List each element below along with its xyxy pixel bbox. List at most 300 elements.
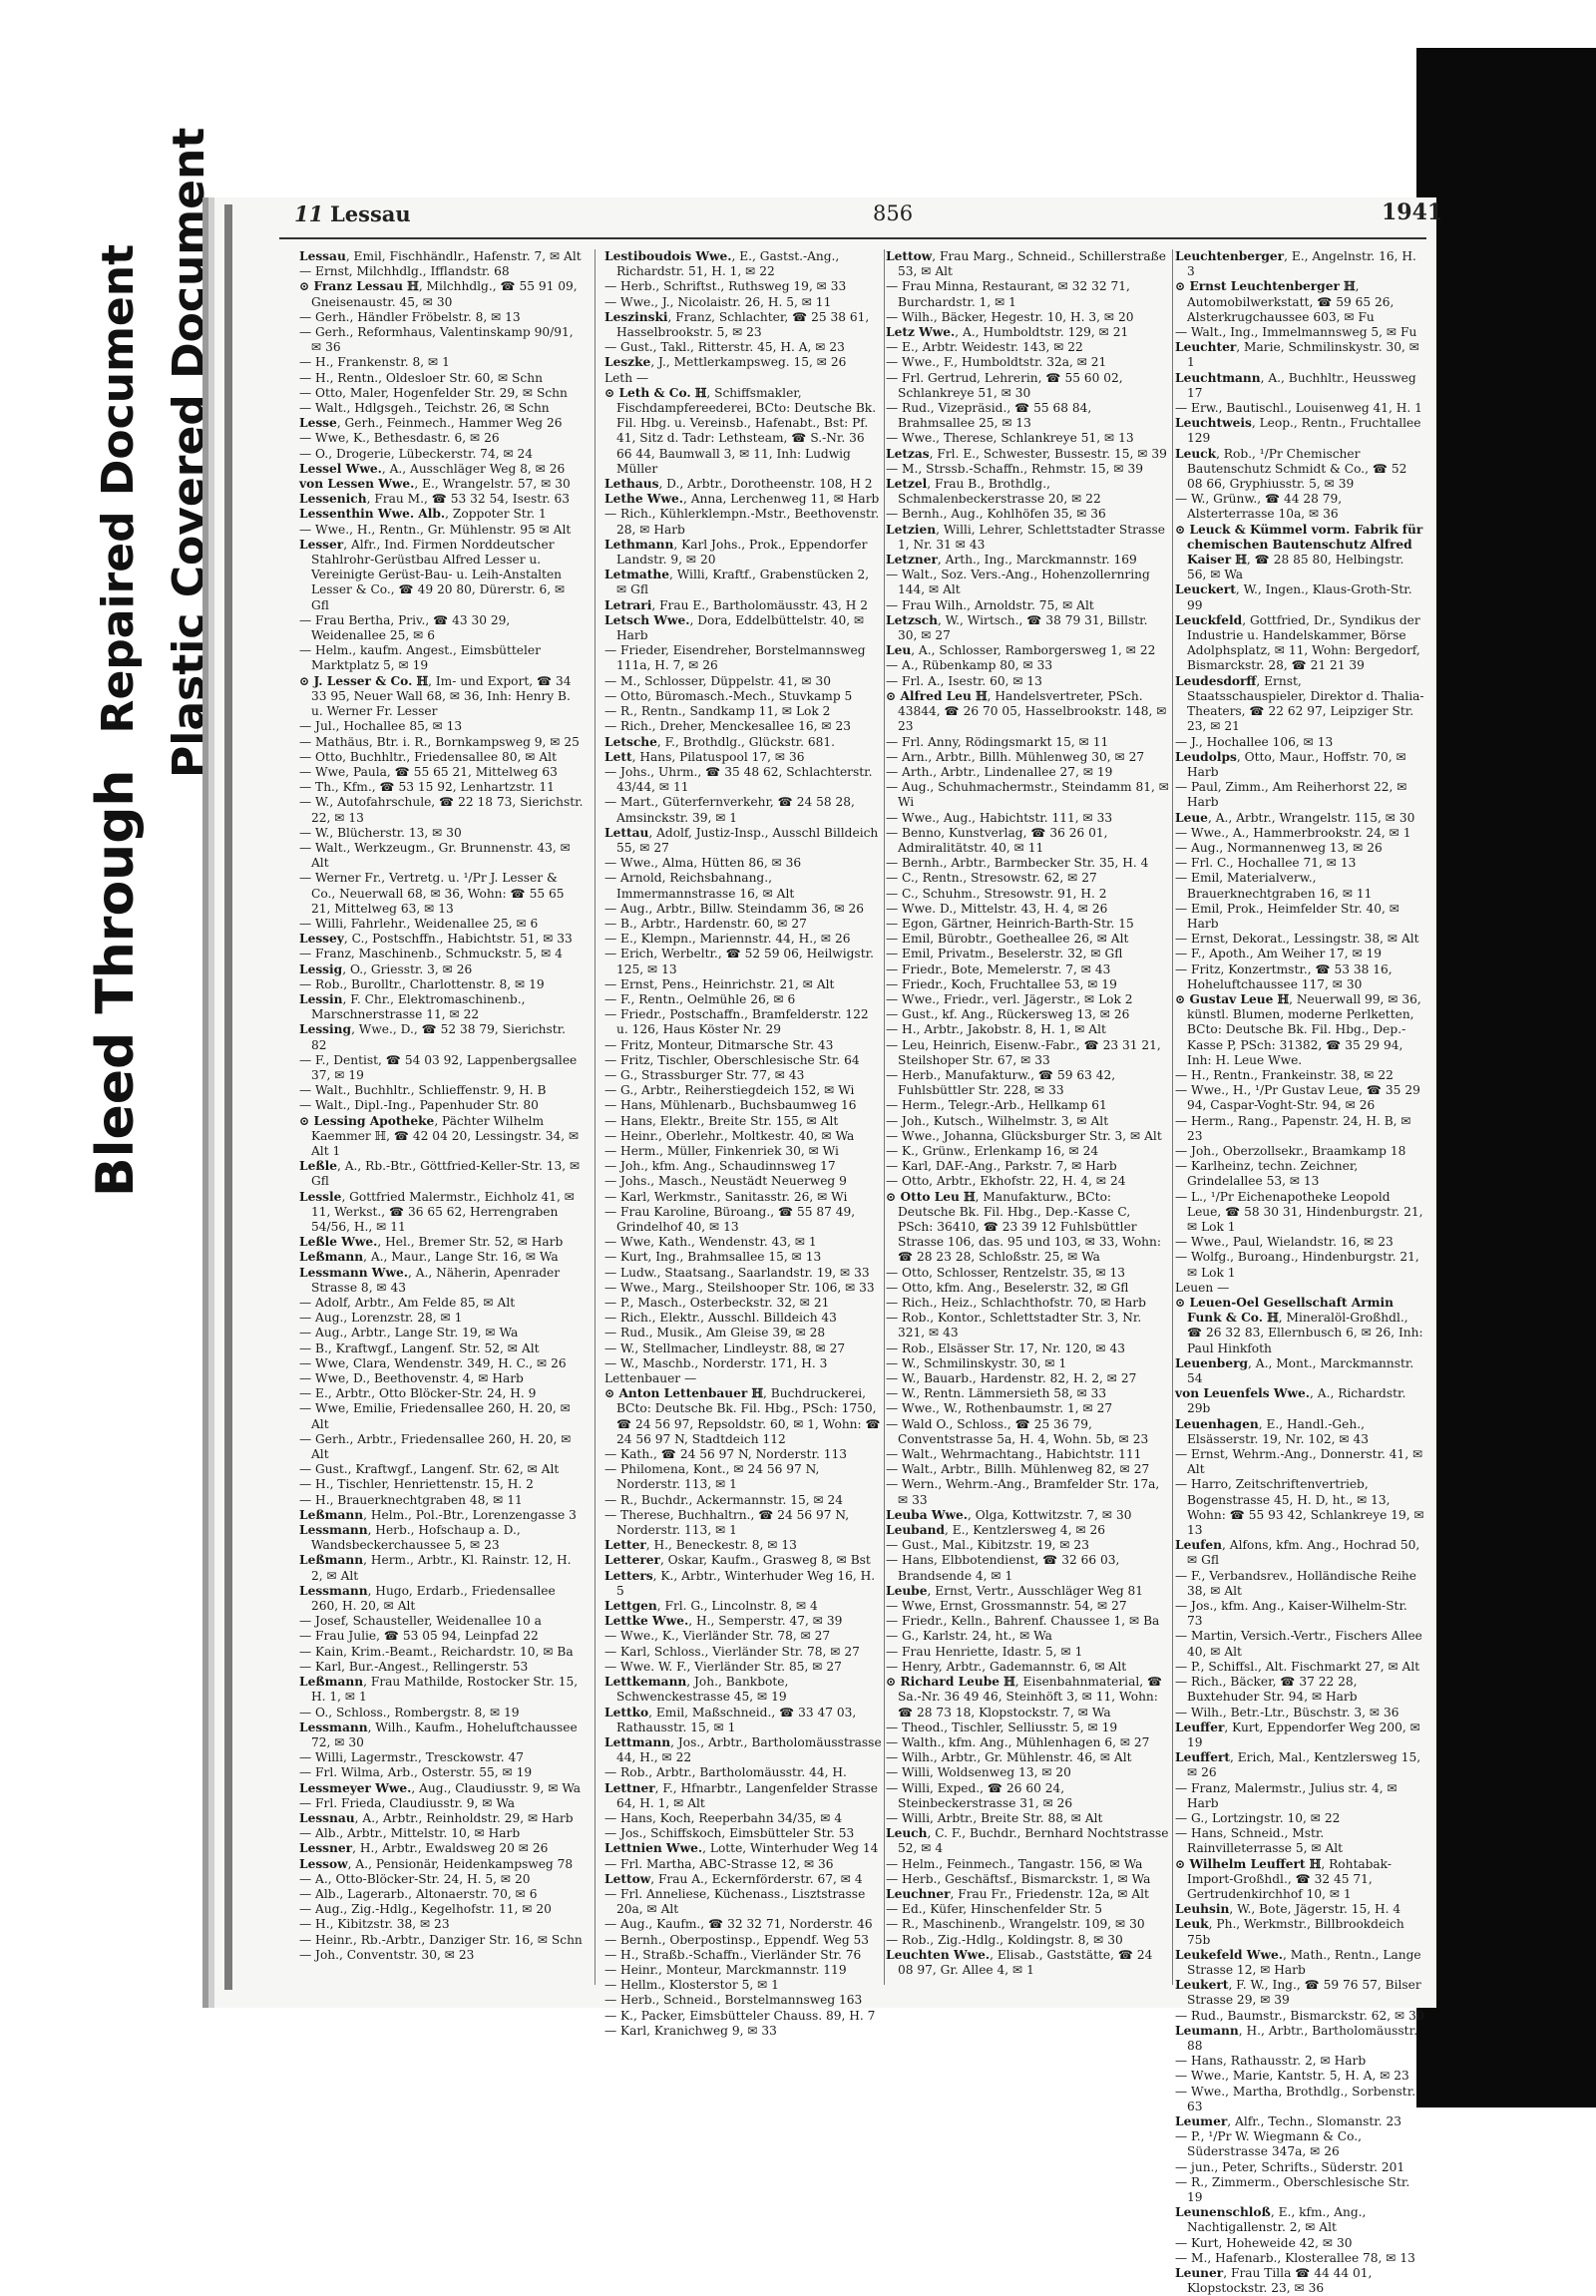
column-4 [1175,249,1424,2296]
directory-entry: ⊙ J. Lesser & Co. ℍ, Im- und Export, ☎ 34 33 95, Neuer Wall 68, ✉ 36, Inh: Henry B. u. Werner Fr. Lesser [299,673,572,719]
directory-entry: — Willi, Exped., ☎ 26 60 24, Steinbeckerstrasse 31, ✉ 26 [886,1780,1073,1810]
directory-entry: — Aug., Kaufm., ☎ 32 32 71, Norderstr. 46 [604,1917,873,1932]
directory-entry: — Herb., Schriftst., Ruthsweg 19, ✉ 33 [604,279,847,294]
directory-entry: — M., Strssb.-Schaffn., Rehmstr. 15, ✉ 39 [886,461,1143,476]
directory-entry: — Ernst, Wehrm.-Ang., Donnerstr. 41, ✉ Alt [1175,1447,1423,1477]
directory-entry: — Wwe., A., Hammerbrookstr. 24, ✉ 1 [1175,825,1411,840]
directory-entry: — H., Rentn., Frankeinstr. 38, ✉ 22 [1175,1067,1394,1082]
directory-entry: Lettmann, Jos., Arbtr., Bartholomäusstrasse 44, H., ✉ 22 [604,1734,882,1765]
directory-entry: Lessmann, Herb., Hofschaup a. D., Wandsbeckerchaussee 5, ✉ 23 [299,1523,521,1553]
directory-entry: — Wwe., F., Humboldtstr. 32a, ✉ 21 [886,355,1107,370]
directory-entry: — Frau Julie, ☎ 53 05 94, Leinpfad 22 [299,1629,539,1644]
directory-entry: — Wwe, Ernst, Grossmannstr. 54, ✉ 27 [886,1599,1127,1614]
directory-entry: — Emil, Prok., Heimfelder Str. 40, ✉ Harb [1175,901,1400,931]
directory-entry: — Friedr., Bote, Memelerstr. 7, ✉ 43 [886,961,1111,976]
directory-entry: — R., Maschinenb., Wrangelstr. 109, ✉ 30 [886,1917,1145,1932]
directory-entry: — Johs., Uhrm., ☎ 35 48 62, Schlachterstr. 43/44, ✉ 11 [604,764,873,795]
directory-entry: — P., Masch., Osterbeckstr. 32, ✉ 21 [604,1296,830,1311]
directory-entry: — Friedr., Postschaffn., Bramfelderstr. 122 u. 126, Haus Köster Nr. 29 [604,1007,869,1037]
directory-entry: Leu, A., Schlosser, Ramborgersweg 1, ✉ 22 [886,643,1156,658]
column-3 [886,249,1169,2005]
directory-entry: Leudolps, Otto, Maur., Hoffstr. 70, ✉ Harb [1175,749,1406,779]
directory-entry: — Otto, Maler, Hogenfelder Str. 29, ✉ Schn [299,385,568,400]
directory-entry: — Ernst, Milchhdlg., Ifflandstr. 68 [299,264,510,279]
directory-entry: — Kurt, Ing., Brahmsallee 15, ✉ 13 [604,1250,822,1265]
directory-entry: Lettkemann, Joh., Bankbote, Schwenckestrasse 45, ✉ 19 [604,1675,789,1705]
directory-entry: — Mart., Güterfernverkehr, ☎ 24 58 28, Amsinckstr. 39, ✉ 1 [604,795,855,825]
directory-entry: — Friedr., Kelln., Bahrenf. Chaussee 1, ✉ Ba [886,1614,1160,1629]
directory-entry: — Wolfg., Buroang., Hindenburgstr. 21, ✉ Lok 1 [1175,1250,1419,1280]
directory-entry: — H., Brauerknechtgraben 48, ✉ 11 [299,1492,523,1507]
directory-entry: Leuchtenberger, E., Angelnstr. 16, H. 3 [1175,249,1416,279]
directory-entry: — Otto, Buchhltr., Friedensallee 80, ✉ Alt [299,749,557,764]
directory-entry: — Frau Henriette, Idastr. 5, ✉ 1 [886,1644,1083,1659]
directory-entry: Lestiboudois Wwe., E., Gastst.-Ang., Richardstr. 51, H. 1, ✉ 22 [604,249,840,279]
directory-entry: — Johs., Masch., Neustädt Neuerweg 9 [604,1174,847,1189]
directory-entry: — Rob., Kontor., Schlettstadter Str. 3, Nr. 321, ✉ 43 [886,1311,1142,1340]
directory-entry: — Helm., kaufm. Angest., Eimsbütteler Marktplatz 5, ✉ 19 [299,643,541,673]
directory-entry: — Wwe., Martha, Brothdlg., Sorbenstr. 63 [1175,2084,1416,2113]
directory-entry: Letsche, F., Brothdlg., Glückstr. 681. [604,734,835,749]
directory-entry: — Fritz, Konzertmstr., ☎ 53 38 16, Hoheluftchaussee 117, ✉ 30 [1175,961,1393,991]
directory-entry: — Herm., Rang., Papenstr. 24, H. B, ✉ 23 [1175,1113,1411,1143]
directory-entry: — H., Tischler, Henriettenstr. 15, H. 2 [299,1477,534,1492]
directory-entry: Lethaus, D., Arbtr., Dorotheenstr. 108, H 2 [604,477,873,492]
directory-entry: — Wwe., Alma, Hütten 86, ✉ 36 [604,856,802,871]
directory-entry: Leuchner, Frau Fr., Friedenstr. 12a, ✉ Alt [886,1886,1149,1901]
directory-entry: — Alb., Arbtr., Mittelstr. 10, ✉ Harb [299,1826,521,1841]
stamp-text-plastic: Plastic Covered Document [164,127,214,778]
directory-entry: — Therese, Buchhaltrn., ☎ 24 56 97 N, Norderstr. 113, ✉ 1 [604,1507,850,1538]
directory-entry: Lessmann, Hugo, Erdarb., Friedensallee 260, H. 20, ✉ Alt [299,1583,556,1614]
directory-entry: — Rob., Arbtr., Bartholomäusstr. 44, H. [604,1765,847,1780]
directory-entry: — Willi, Lagermstr., Tresckowstr. 47 [299,1750,525,1765]
directory-entry: Leuenhagen, E., Handl.-Geh., Elsässerstr. 19, Nr. 102, ✉ 43 [1175,1416,1370,1446]
directory-entry: — Martin, Versich.-Vertr., Fischers Allee 40, ✉ Alt [1175,1629,1422,1659]
stamp-bleed-through [86,244,146,1197]
directory-entry: Leth — [604,370,649,385]
directory-entry: — Ernst, Pens., Heinrichstr. 21, ✉ Alt [604,976,835,991]
directory-entry: — R., Zimmerm., Oberschlesische Str. 19 [1175,2174,1410,2204]
directory-entry: — Rud., Vizepräsid., ☎ 55 68 84, Brahmsallee 25, ✉ 13 [886,401,1092,431]
directory-entry: Lettnien Wwe., Lotte, Winterhuder Weg 14 [604,1841,879,1856]
directory-entry: — E., Arbtr. Weidestr. 143, ✉ 22 [886,340,1083,355]
directory-entry: — Benno, Kunstverlag, ☎ 36 26 01, Admiralitätstr. 40, ✉ 11 [886,825,1108,855]
directory-entry: — Frl. Wilma, Arb., Osterstr. 55, ✉ 19 [299,1765,533,1780]
directory-entry: — Joh., Kutsch., Wilhelmstr. 3, ✉ Alt [886,1113,1109,1128]
directory-entry: — Rob., Zig.-Hdlg., Koldingstr. 8, ✉ 30 [886,1932,1123,1947]
directory-entry: — Henry, Arbtr., Gademannstr. 6, ✉ Alt [886,1659,1127,1674]
directory-entry: — Leu, Heinrich, Eisenw.-Fabr., ☎ 23 31 21, Steilshoper Str. 67, ✉ 33 [886,1037,1161,1067]
directory-entry: — O., Drogerie, Lübeckerstr. 74, ✉ 24 [299,446,534,461]
directory-entry: — Herm., Müller, Finkenriek 30, ✉ Wi [604,1143,839,1158]
directory-entry: — Jul., Hochallee 85, ✉ 13 [299,719,463,734]
directory-entry: Leuchter, Marie, Schmilinskystr. 30, ✉ 1 [1175,340,1419,370]
directory-entry: ⊙ Otto Leu ℍ, Manufakturw., BCto: Deutsche Bk. Fil. Hbg., Dep.-Kasse C, PSch: 36410, ☎ 23 39 12 Fuhlsbüttler Strasse 106, das. 95 und 103, ✉ 33, Wohn: ☎ 28 23 28, Schloßstr. 25, ✉ Wa [886,1189,1161,1265]
directory-entry: — Wilh., Betr.-Ltr., Büschstr. 3, ✉ 36 [1175,1705,1399,1720]
directory-entry: Lessow, A., Pensionär, Heidenkampsweg 78 [299,1856,574,1871]
directory-entry: ⊙ Leth & Co. ℍ, Schiffsmakler, Fischdampfereederei, BCto: Deutsche Bk. Fil. Hbg. u. Vereinsb., Hafenabt., Bst: Pf. 41, Sitz d. Tadr: Lethsteam, ☎ S.-Nr. 36 66 44, Baumwall 3, ✉ 11, Inh: Ludwig Müller [604,385,877,476]
directory-entry: — Frau Minna, Restaurant, ✉ 32 32 71, Burchardstr. 1, ✉ 1 [886,279,1130,309]
directory-entry: Lethmann, Karl Johs., Prok., Eppendorfer Landstr. 9, ✉ 20 [604,537,868,568]
directory-entry: — Hellm., Klosterstor 5, ✉ 1 [604,1978,779,1993]
directory-entry: Leßmann, Frau Mathilde, Rostocker Str. 15, H. 1, ✉ 1 [299,1675,579,1705]
directory-entry: — Ed., Küfer, Hinschenfelder Str. 5 [886,1902,1102,1917]
directory-entry: — Wwe., Therese, Schlankreye 51, ✉ 13 [886,431,1134,446]
directory-entry: Lessin, F. Chr., Elektromaschinenb., Marschnerstrasse 11, ✉ 22 [299,991,526,1022]
directory-entry: Leuenberg, A., Mont., Marckmannstr. 54 [1175,1355,1414,1386]
directory-entry: — Rud., Baumstr., Bismarckstr. 62, ✉ 30 [1175,2008,1424,2023]
directory-entry: — Frl. Anny, Rödingsmarkt 15, ✉ 11 [886,734,1109,749]
directory-entry: — Werner Fr., Vertretg. u. ¹/Pr J. Lesser & Co., Neuerwall 68, ✉ 36, Wohn: ☎ 55 65 21, Mittelweg 63, ✉ 13 [299,871,565,916]
directory-entry: — Walt., Werkzeugm., Gr. Brunnenstr. 43, ✉ Alt [299,840,571,871]
directory-entry: Lettau, Adolf, Justiz-Insp., Ausschl Billdeich 55, ✉ 27 [604,825,879,855]
directory-entry: Letzsch, W., Wirtsch., ☎ 38 79 31, Billstr. 30, ✉ 27 [886,612,1148,643]
directory-entry: — Arnold, Reichsbahnang., Immermannstrasse 16, ✉ Alt [604,871,795,901]
directory-entry: — Wern., Wehrm.-Ang., Bramfelder Str. 17a, ✉ 33 [886,1477,1160,1507]
directory-entry: — Wwe., Friedr., verl. Jägerstr., ✉ Lok 2 [886,991,1133,1006]
directory-entry: — Mathäus, Btr. i. R., Bornkampsweg 9, ✉ 25 [299,734,580,749]
directory-entry: — Willi, Fahrlehr., Weidenallee 25, ✉ 6 [299,916,539,931]
directory-entry: — W., Rentn. Lämmersieth 58, ✉ 33 [886,1386,1107,1401]
directory-entry: — Frieder, Eisendreher, Borstelmannsweg 111a, H. 7, ✉ 26 [604,643,866,673]
directory-entry: ⊙ Ernst Leuchtenberger ℍ, Automobilwerkstatt, ☎ 59 65 26, Alsterkrugchaussee 603, ✉ Fu [1175,279,1395,324]
directory-entry: von Leuenfels Wwe., A., Richardstr. 29b [1175,1386,1406,1416]
directory-entry: — Wwe., H., ¹/Pr Gustav Leue, ☎ 35 29 94, Caspar-Voght-Str. 94, ✉ 26 [1175,1083,1420,1113]
directory-entry: — Karl, Schloss., Vierländer Str. 78, ✉ 27 [604,1644,860,1659]
directory-entry: — Josef, Schausteller, Weidenallee 10 a [299,1614,542,1629]
directory-entry: Lessel Wwe., A., Ausschläger Weg 8, ✉ 26 [299,461,566,476]
directory-entry: Letzner, Arth., Ing., Marckmannstr. 169 [886,553,1137,568]
page-number: 856 [873,201,914,225]
directory-entry: — Fritz, Monteur, Ditmarsche Str. 43 [604,1037,834,1052]
directory-entry: — Rich., Kühlerklempn.-Mstr., Beethovenstr. 28, ✉ Harb [604,507,880,537]
directory-entry: — Herb., Manufakturw., ☎ 59 63 42, Fuhlsbüttler Str. 228, ✉ 33 [886,1067,1116,1098]
directory-entry: Leukefeld Wwe., Math., Rentn., Lange Strasse 12, ✉ Harb [1175,1947,1421,1977]
directory-entry: — Wwe, Paula, ☎ 55 65 21, Mittelweg 63 [299,764,558,779]
directory-entry: — C., Schuhm., Stresowstr. 91, H. 2 [886,886,1107,901]
directory-entry: Leuk, Ph., Werkmstr., Billbrookdeich 75b [1175,1917,1404,1947]
directory-entry: Leue, A., Arbtr., Wrangelstr. 115, ✉ 30 [1175,810,1415,825]
directory-entry: Leuckert, W., Ingen., Klaus-Groth-Str. 99 [1175,582,1412,612]
directory-entry: — Kurt, Hoheweide 42, ✉ 30 [1175,2235,1353,2250]
directory-entry: — Alb., Lagerarb., Altonaerstr. 70, ✉ 6 [299,1886,538,1901]
directory-entry: — Rob., Burolltr., Charlottenstr. 8, ✉ 19 [299,976,545,991]
stamp-text-repaired: Repaired Document [93,243,144,734]
directory-entry: Leuhsin, W., Bote, Jägerstr. 15, H. 4 [1175,1902,1401,1917]
directory-entry: Leuner, Frau Tilla ☎ 44 44 01, Klopstockstr. 23, ✉ 36 [1175,2266,1373,2296]
directory-entry: — Aug., Arbtr., Billw. Steindamm 36, ✉ 26 [604,901,865,916]
directory-entry: — F., Apoth., Am Weiher 17, ✉ 19 [1175,947,1383,961]
directory-entry: — Gerh., Arbtr., Friedensallee 260, H. 20, ✉ Alt [299,1431,572,1462]
directory-entry: Leszinski, Franz, Schlachter, ☎ 25 38 61, Hasselbrookstr. 5, ✉ 23 [604,309,870,340]
directory-entry: Lessing, Wwe., D., ☎ 52 38 79, Sierichstr. 82 [299,1022,567,1052]
directory-entry: — Walt., Arbtr., Billh. Mühlenweg 82, ✉ 27 [886,1462,1150,1477]
directory-entry: Lettko, Emil, Maßschneid., ☎ 33 47 03, Rathausstr. 15, ✉ 1 [604,1705,857,1734]
directory-entry: — Wwe., W., Rothenbaumstr. 1, ✉ 27 [886,1401,1113,1416]
directory-entry: — Joh., Oberzollsekr., Braamkamp 18 [1175,1143,1406,1158]
directory-entry: — Wilh., Arbtr., Gr. Mühlenstr. 46, ✉ Alt [886,1750,1132,1765]
directory-entry: — Gerh., Reformhaus, Valentinskamp 90/91, ✉ 36 [299,325,574,355]
directory-entry: — Wwe. W. F., Vierländer Str. 85, ✉ 27 [604,1659,842,1674]
directory-entry: — Fritz, Tischler, Oberschlesische Str. 64 [604,1052,860,1067]
directory-entry: Lessenich, Frau M., ☎ 53 32 54, Isestr. 63 [299,492,570,507]
directory-entry: — F., Rentn., Oelmühle 26, ✉ 6 [604,991,796,1006]
directory-entry: Leszke, J., Mettlerkampsweg. 15, ✉ 26 [604,355,847,370]
directory-entry: — Aug., Zig.-Hdlg., Kegelhofstr. 11, ✉ 20 [299,1902,552,1917]
column-2 [604,249,882,2038]
directory-entry: — Wwe., Johanna, Glücksburger Str. 3, ✉ Alt [886,1128,1162,1143]
directory-entry: — Gust., Mal., Kibitzstr. 19, ✉ 23 [886,1538,1089,1553]
directory-entry: — Jos., kfm. Ang., Kaiser-Wilhelm-Str. 73 [1175,1599,1407,1629]
directory-entry: Lessnau, A., Arbtr., Reinholdstr. 29, ✉ Harb [299,1810,574,1825]
directory-entry: — Frl. Frieda, Claudiusstr. 9, ✉ Wa [299,1795,516,1810]
directory-entry: — Gust., Takl., Ritterstr. 45, H. A, ✉ 23 [604,340,845,355]
directory-entry: — Rich., Dreher, Menckesallee 16, ✉ 23 [604,719,851,734]
directory-entry: — Paul, Zimm., Am Reiherhorst 22, ✉ Harb [1175,780,1407,810]
directory-entry: — Hans, Schneid., Mstr. Rainvilleterrasse 5, ✉ Alt [1175,1826,1344,1856]
directory-entry: — C., Rentn., Stresowstr. 62, ✉ 27 [886,871,1097,886]
directory-entry: Leudesdorff, Ernst, Staatsschauspieler, Direktor d. Thalia-Theaters, ☎ 22 62 97, Leipziger Str. 23, ✉ 21 [1175,673,1424,734]
directory-entry: — Frl. C., Hochallee 71, ✉ 13 [1175,856,1357,871]
directory-entry: — Egon, Gärtner, Heinrich-Barth-Str. 15 [886,916,1134,931]
directory-entry: — H., Straßb.-Schaffn., Vierländer Str. 76 [604,1947,862,1962]
directory-entry: — Otto, Arbtr., Ekhofstr. 22, H. 4, ✉ 24 [886,1174,1126,1189]
directory-entry: Lett, Hans, Pilatuspool 17, ✉ 36 [604,749,805,764]
directory-entry: Letters, K., Arbtr., Winterhuder Weg 16, H. 5 [604,1568,876,1598]
directory-entry: ⊙ Richard Leube ℍ, Eisenbahnmaterial, ☎ Sa.-Nr. 36 49 46, Steinhöft 3, ✉ 11, Wohn: ☎ 28 73 18, Klopstockstr. 7, ✉ Wa [886,1675,1163,1720]
directory-entry: — Hans, Mühlenarb., Buchsbaumweg 16 [604,1098,857,1113]
directory-entry: Leuchtmann, A., Buchhltr., Heussweg 17 [1175,370,1416,400]
directory-entry: — Herb., Geschäftsf., Bismarckstr. 1, ✉ Wa [886,1871,1151,1886]
directory-entry: Lettow, Frau Marg., Schneid., Schillerstraße 53, ✉ Alt [886,249,1166,279]
directory-entry: — Wwe. D., Mittelstr. 43, H. 4, ✉ 26 [886,901,1108,916]
directory-entry: Lesse, Gerh., Feinmech., Hammer Weg 26 [299,416,563,431]
directory-entry: — Frl. Martha, ABC-Strasse 12, ✉ 36 [604,1856,834,1871]
directory-entry: Letzas, Frl. E., Schwester, Bussestr. 15, ✉ 39 [886,446,1167,461]
directory-entry: — K., Grünw., Erlenkamp 16, ✉ 24 [886,1143,1099,1158]
directory-entry: Lessig, O., Griesstr. 3, ✉ 26 [299,961,473,976]
directory-entry: — B., Arbtr., Hardenstr. 60, ✉ 27 [604,916,807,931]
directory-entry: Leube, Ernst, Vertr., Ausschläger Weg 81 [886,1583,1144,1598]
directory-entry: — Gerh., Händler Fröbelstr. 8, ✉ 13 [299,309,521,324]
directory-entry: — B., Kraftwgf., Langenf. Str. 52, ✉ Alt [299,1340,540,1355]
directory-entry: Letz Wwe., A., Humboldtstr. 129, ✉ 21 [886,325,1129,340]
directory-entry: — Wwe, Clara, Wendenstr. 349, H. C., ✉ 26 [299,1355,567,1370]
directory-entry: — Arth., Arbtr., Lindenallee 27, ✉ 19 [886,764,1113,779]
directory-entry: — W., Stellmacher, Lindleystr. 88, ✉ 27 [604,1340,846,1355]
directory-entry: Leuchtweis, Leop., Rentn., Fruchtallee 129 [1175,416,1421,446]
directory-entry: — Ernst, Dekorat., Lessingstr. 38, ✉ Alt [1175,932,1419,947]
directory-entry: — Walt., Hdlgsgeh., Teichstr. 26, ✉ Schn [299,401,550,416]
directory-entry: — H., Rentn., Oldesloer Str. 60, ✉ Schn [299,370,543,385]
directory-entry: — Karl, Bur.-Angest., Rellingerstr. 53 [299,1659,529,1674]
directory-entry: — Gust., kf. Ang., Rückersweg 13, ✉ 26 [886,1007,1130,1022]
directory-entry: Leuffer, Kurt, Eppendorfer Weg 200, ✉ 19 [1175,1720,1420,1749]
directory-entry: — Karl, DAF.-Ang., Parkstr. 7, ✉ Harb [886,1159,1117,1174]
directory-entry: Leufen, Alfons, kfm. Ang., Hochrad 50, ✉ Gfl [1175,1538,1420,1568]
directory-entry: — Walt., Dipl.-Ing., Papenhuder Str. 80 [299,1098,539,1113]
directory-entry: Lessmeyer Wwe., Aug., Claudiusstr. 9, ✉ Wa [299,1780,582,1795]
directory-entry: — W., Blücherstr. 13, ✉ 30 [299,825,462,840]
directory-entry: — W., Bauarb., Hardenstr. 82, H. 2, ✉ 27 [886,1371,1137,1386]
directory-entry: — M., Hafenarb., Klosterallee 78, ✉ 13 [1175,2250,1415,2265]
directory-entry: Lettner, F., Hfnarbtr., Langenfelder Strasse 64, H. 1, ✉ Alt [604,1780,878,1810]
directory-entry: — A., Otto-Blöcker-Str. 24, H. 5, ✉ 20 [299,1871,531,1886]
directory-entry: — E., Klempn., Mariennstr. 44, H., ✉ 26 [604,932,851,947]
directory-entry: — Frau Karoline, Büroang., ☎ 55 87 49, Grindelhof 40, ✉ 13 [604,1204,856,1234]
directory-entry: — L., ¹/Pr Eichenapotheke Leopold Leue, ☎ 58 30 31, Hindenburgstr. 21, ✉ Lok 1 [1175,1189,1423,1234]
page-header [294,199,1443,233]
directory-entry: — Frau Wilh., Arnoldstr. 75, ✉ Alt [886,597,1094,612]
directory-entry: — Wwe., Aug., Habichtstr. 111, ✉ 33 [886,810,1113,825]
directory-entry: ⊙ Lessing Apotheke, Pächter Wilhelm Kaemmer ℍ, ☎ 42 04 20, Lessingstr. 34, ✉ Alt 1 [299,1113,580,1158]
directory-entry: — Erw., Bautischl., Louisenweg 41, H. 1 [1175,401,1422,416]
directory-entry: — Wald O., Schloss., ☎ 25 36 79, Conventstrasse 5a, H. 4, Wohn. 5b, ✉ 23 [886,1416,1149,1446]
directory-entry: — Wwe., H., Rentn., Gr. Mühlenstr. 95 ✉ Alt [299,522,572,537]
directory-entry: — Wwe, D., Beethovenstr. 4, ✉ Harb [299,1371,524,1386]
directory-entry: — Hans, Rathausstr. 2, ✉ Harb [1175,2054,1367,2069]
directory-entry: Letter, H., Beneckestr. 8, ✉ 13 [604,1538,797,1553]
directory-entry: — Bernh., Oberpostinsp., Eppendf. Weg 53 [604,1932,870,1947]
directory-entry: ⊙ Leuck & Kümmel vorm. Fabrik für chemischen Bautenschutz Alfred Kaiser ℍ, ☎ 28 85 80, Helbingstr. 56, ✉ Wa [1175,522,1423,582]
directory-entry: — Walt., Soz. Vers.-Ang., Hohenzollernring 144, ✉ Alt [886,568,1150,597]
directory-entry: Leumann, H., Arbtr., Bartholomäusstr. 88 [1175,2023,1417,2053]
directory-entry: — Kath., ☎ 24 56 97 N, Norderstr. 113 [604,1447,847,1462]
directory-entry: Lettow, Frau A., Eckernförderstr. 67, ✉ 4 [604,1871,863,1886]
directory-entry: — Wwe., K., Vierländer Str. 78, ✉ 27 [604,1629,831,1644]
directory-entry: Leuba Wwe., Olga, Kottwitzstr. 7, ✉ 30 [886,1507,1132,1522]
column-divider [1172,249,1173,1985]
directory-entry: — Emil, Materialverw., Brauerknechtgraben 16, ✉ 11 [1175,871,1373,901]
directory-entry: — P., Schiffsl., Alt. Fischmarkt 27, ✉ Alt [1175,1659,1420,1674]
directory-entry: — R., Buchdr., Ackermannstr. 15, ✉ 24 [604,1492,844,1507]
directory-entry: — Th., Kfm., ☎ 53 15 92, Lenhartzstr. 11 [299,780,555,795]
directory-entry: — Wwe., Paul, Wielandstr. 16, ✉ 23 [1175,1235,1394,1250]
directory-entry: Lessmann, Wilh., Kaufm., Hoheluftchaussee 72, ✉ 30 [299,1720,578,1749]
directory-entry: — Emil, Bürobtr., Goetheallee 26, ✉ Alt [886,932,1129,947]
directory-entry: — G., Karlstr. 24, ht., ✉ Wa [886,1629,1052,1644]
directory-entry: — Frl. A., Isestr. 60, ✉ 13 [886,673,1042,688]
directory-entry: — Rich., Bäcker, ☎ 37 22 28, Buxtehuder Str. 94, ✉ Harb [1175,1675,1358,1705]
directory-entry: Lettgen, Frl. G., Lincolnstr. 8, ✉ 4 [604,1599,818,1614]
running-number: 11 [294,201,324,226]
directory-entry: — Wwe., Marie, Kantstr. 5, H. A, ✉ 23 [1175,2069,1409,2084]
directory-entry: — Hans, Elektr., Breite Str. 155, ✉ Alt [604,1113,839,1128]
directory-entry: — F., Verbandsrev., Holländische Reihe 38, ✉ Alt [1175,1568,1416,1598]
directory-entry: — Theod., Tischler, Selliusstr. 5, ✉ 19 [886,1720,1118,1734]
column-divider [884,249,885,1985]
directory-entry: — Philomena, Kont., ✉ 24 56 97 N, Norderstr. 113, ✉ 1 [604,1462,820,1492]
directory-entry: — Wwe, Emilie, Friedensallee 260, H. 20, ✉ Alt [299,1401,571,1431]
directory-entry: — Wilh., Bäcker, Hegestr. 10, H. 3, ✉ 20 [886,309,1134,324]
directory-entry: — Willi, Woldsenweg 13, ✉ 20 [886,1765,1071,1780]
column-1 [299,249,585,2005]
directory-entry: — Aug., Schuhmachermstr., Steindamm 81, ✉ Wi [886,780,1169,810]
directory-entry: Letrari, Frau E., Bartholomäusstr. 43, H 2 [604,597,869,612]
directory-entry: Lessenthin Wwe. Alb., Zoppoter Str. 1 [299,507,547,522]
directory-entry: — Otto, Büromasch.-Mech., Stuvkamp 5 [604,688,853,703]
directory-entry: von Lessen Wwe., E., Wrangelstr. 57, ✉ 30 [299,477,571,492]
directory-entry: Leumer, Alfr., Techn., Slomanstr. 23 [1175,2113,1402,2128]
directory-entry: — J., Hochallee 106, ✉ 13 [1175,734,1334,749]
directory-entry: Leßle, A., Rb.-Btr., Göttfried-Keller-Str. 13, ✉ Gfl [299,1159,581,1189]
directory-entry: — A., Rübenkamp 80, ✉ 33 [886,658,1053,673]
directory-entry: Lettke Wwe., H., Semperstr. 47, ✉ 39 [604,1614,843,1629]
directory-entry: ⊙ Franz Lessau ℍ, Milchhdlg., ☎ 55 91 09, Gneisenaustr. 45, ✉ 30 [299,279,578,309]
directory-entry: — P., ¹/Pr W. Wiegmann & Co., Süderstrasse 347a, ✉ 26 [1175,2129,1362,2159]
directory-entry: — Erich, Werbeltr., ☎ 52 59 06, Heilwigstr. 125, ✉ 13 [604,947,874,976]
directory-entry: Lettenbauer — [604,1371,697,1386]
directory-entry: — Heinr., Oberlehr., Moltkestr. 40, ✉ Wa [604,1128,855,1143]
directory-entry: — Karl, Werkmstr., Sanitasstr. 26, ✉ Wi [604,1189,848,1204]
directory-entry: — Herm., Telegr.-Arb., Hellkamp 61 [886,1098,1107,1113]
directory-entry: — H., Kibitzstr. 38, ✉ 23 [299,1917,450,1932]
directory-entry: — G., Strassburger Str. 77, ✉ 43 [604,1067,805,1082]
directory-entry: ⊙ Gustav Leue ℍ, Neuerwall 99, ✉ 36, künstl. Blumen, moderne Perlketten, BCto: Deutsche Bk. Fil. Hbg., Dep.-Kasse P, PSch: 31382, ☎ 35 29 94, Inh: H. Leue Wwe. [1175,991,1421,1067]
directory-entry: — jun., Peter, Schrifts., Süderstr. 201 [1175,2159,1405,2174]
directory-entry: Leuckfeld, Gottfried, Dr., Syndikus der Industrie u. Handelskammer, Börse Adolphsplatz, ✉ 11, Wohn: Bergedorf, Bismarckstr. 28, ☎ 21 21 39 [1175,612,1420,673]
directory-entry: ⊙ Anton Lettenbauer ℍ, Buchdruckerei, BCto: Deutsche Bk. Fil. Hbg., PSch: 1750, ☎ 24 56 97, Repsoldstr. 60, ✉ 1, Wohn: ☎ 24 56 97 N, Stadtdeich 112 [604,1386,881,1446]
directory-entry: — Rud., Musik., Am Gleise 39, ✉ 28 [604,1326,826,1340]
directory-entry: Leßmann, Helm., Pol.-Btr., Lorenzengasse 3 [299,1507,577,1522]
directory-entry: — Emil, Privatm., Beselerstr. 32, ✉ Gfl [886,947,1123,961]
directory-entry: — Helm., Feinmech., Tangastr. 156, ✉ Wa [886,1856,1143,1871]
directory-entry: Lessle, Gottfried Malermstr., Eichholz 41, ✉ 11, Werkst., ☎ 36 65 62, Herrengraben 54/56, H., ✉ 11 [299,1189,575,1234]
directory-entry: — Wwe, K., Bethesdastr. 6, ✉ 26 [299,431,500,446]
directory-entry: — Otto, Schlosser, Rentzelstr. 35, ✉ 13 [886,1265,1126,1280]
directory-entry: Leuen — [1175,1280,1230,1295]
directory-entry: Leuck, Rob., ¹/Pr Chemischer Bautenschutz Schmidt & Co., ☎ 52 08 66, Gryphiusstr. 5, ✉ 39 [1175,446,1407,492]
directory-entry: — Heinr., Rb.-Arbtr., Danziger Str. 16, ✉ Schn [299,1932,583,1947]
directory-entry: — F., Dentist, ☎ 54 03 92, Lappenbergsallee 37, ✉ 19 [299,1052,578,1082]
directory-entry: Leuch, C. F., Buchdr., Bernhard Nochtstrasse 52, ✉ 4 [886,1826,1169,1856]
directory-entry: — Herb., Schneid., Borstelmannsweg 163 [604,1993,863,2008]
directory-entry: — Aug., Normannenweg 13, ✉ 26 [1175,840,1383,855]
directory-entry: — Rich., Heiz., Schlachthofstr. 70, ✉ Harb [886,1296,1146,1311]
directory-entry: Leukert, F. W., Ing., ☎ 59 76 57, Bilser Strasse 29, ✉ 39 [1175,1978,1421,2008]
directory-entry: ⊙ Leuen-Oel Gesellschaft Armin Funk & Co. ℍ, Mineralöl-Großhdl., ☎ 26 32 83, Ellernbusch 6, ✉ 26, Inh: Paul Hinkfoth [1175,1296,1423,1355]
directory-entry: Lessmann Wwe., A., Näherin, Apenrader Strasse 8, ✉ 43 [299,1265,561,1295]
directory-entry: — Walt., Buchhltr., Schlieffenstr. 9, H. B [299,1083,547,1098]
directory-entry: — Willi, Arbtr., Breite Str. 88, ✉ Alt [886,1810,1103,1825]
directory-entry: — W., Schmilinskystr. 30, ✉ 1 [886,1355,1067,1370]
directory-entry: — Hans, Koch, Reeperbahn 34/35, ✉ 4 [604,1810,843,1825]
directory-entry: Letmathe, Willi, Kraftf., Grabenstücken 2, ✉ Gfl [604,568,870,597]
directory-entry: — Harro, Zeitschriftenvertrieb, Bogenstrasse 45, H. D, ht., ✉ 13, Wohn: ☎ 55 93 42, Schlankreye 19, ✉ 13 [1175,1477,1424,1538]
directory-entry: — Bernh., Aug., Kohlhöfen 35, ✉ 36 [886,507,1106,522]
directory-entry: — Otto, kfm. Ang., Beselerstr. 32, ✉ Gfl [886,1280,1129,1295]
directory-entry: — M., Schlosser, Düppelstr. 41, ✉ 30 [604,673,831,688]
directory-entry: — Arn., Arbtr., Billh. Mühlenweg 30, ✉ 27 [886,749,1145,764]
year: 1941 [1382,199,1443,225]
directory-entry: Lethe Wwe., Anna, Lerchenweg 11, ✉ Harb [604,492,880,507]
directory-entry: — Jos., Schiffskoch, Eimsbütteler Str. 53 [604,1826,855,1841]
column-divider [595,249,596,1985]
directory-entry: — E., Arbtr., Otto Blöcker-Str. 24, H. 9 [299,1386,537,1401]
directory-entry: Lessner, H., Arbtr., Ewaldsweg 20 ✉ 26 [299,1841,549,1856]
directory-entry: Letzien, Willi, Lehrer, Schlettstadter Strasse 1, Nr. 31 ✉ 43 [886,522,1165,552]
directory-entry: — Kain, Krim.-Beamt., Reichardstr. 10, ✉ Ba [299,1644,574,1659]
directory-entry: — Karlheinz, techn. Zeichner, Grindelallee 53, ✉ 13 [1175,1159,1359,1189]
directory-entry: — W., Grünw., ☎ 44 28 79, Alsterterrasse 10a, ✉ 36 [1175,492,1343,522]
page-edge [224,204,232,1990]
directory-entry: — Ludw., Staatsang., Saarlandstr. 19, ✉ 33 [604,1265,870,1280]
directory-entry: — Hans, Elbbotendienst, ☎ 32 66 03, Brandsende 4, ✉ 1 [886,1553,1120,1583]
directory-entry: — Aug., Lorenzstr. 28, ✉ 1 [299,1311,463,1326]
directory-entry: — G., Lortzingstr. 10, ✉ 22 [1175,1810,1341,1825]
directory-entry: — G., Arbtr., Reiherstiegdeich 152, ✉ Wi [604,1083,855,1098]
